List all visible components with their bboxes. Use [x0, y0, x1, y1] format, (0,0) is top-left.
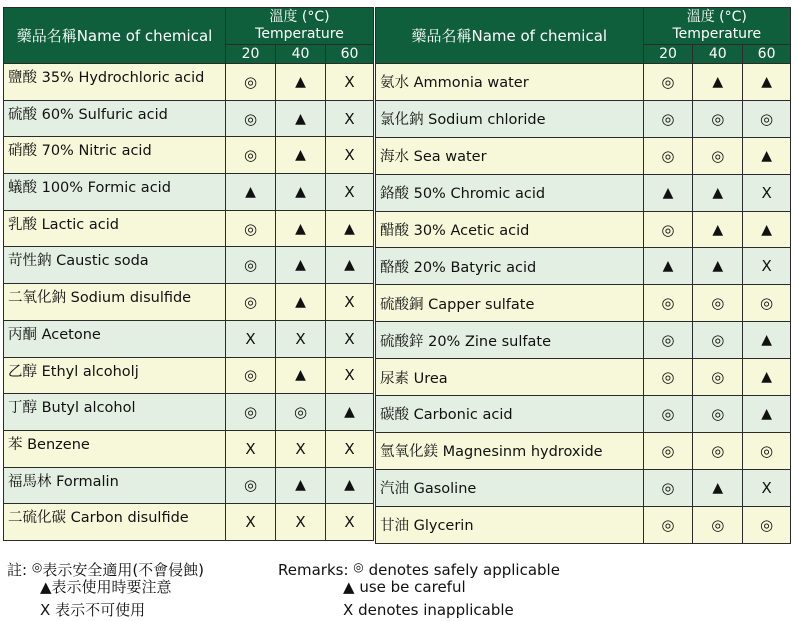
- remark-zh-inapplicable-text: 表示不可使用: [55, 601, 146, 619]
- table-row: [376, 64, 791, 101]
- rating-safe-60c: ◎: [743, 285, 791, 322]
- table-row: [376, 432, 791, 469]
- rating-inapplicable-40c: X: [276, 504, 326, 541]
- rating-safe-20c: ◎: [643, 137, 693, 174]
- remark-en-prefix: Remarks:: [278, 561, 349, 579]
- table-row: [4, 394, 374, 431]
- cross-icon: X: [40, 601, 51, 619]
- table-row: [376, 469, 791, 506]
- table-row: [4, 504, 374, 541]
- header-temp-20: 20: [226, 45, 276, 64]
- table-row: [376, 100, 791, 137]
- header-temp-40: 40: [693, 45, 743, 64]
- chemical-name: 乳酸 Lactic acid: [4, 210, 226, 247]
- rating-inapplicable-60c: X: [326, 284, 374, 321]
- chemical-name: 蟻酸 100% Formic acid: [4, 174, 226, 211]
- table-row: [376, 137, 791, 174]
- rating-inapplicable-60c: X: [326, 504, 374, 541]
- cross-icon: X: [343, 601, 354, 619]
- table-row: [4, 467, 374, 504]
- chemical-table-right: [375, 7, 791, 544]
- chemical-name: 二硫化碳 Carbon disulfide: [4, 504, 226, 541]
- rating-inapplicable-60c: X: [326, 320, 374, 357]
- rating-safe-20c: ◎: [643, 64, 693, 101]
- table-row: [4, 430, 374, 467]
- chemical-name: 乙醇 Ethyl alcoholj: [4, 357, 226, 394]
- rating-safe-20c: ◎: [643, 506, 693, 543]
- triangle-icon: ▲: [40, 578, 52, 596]
- rating-careful-60c: ▲: [326, 467, 374, 504]
- table-row: [376, 285, 791, 322]
- table-row: [376, 396, 791, 433]
- remark-en-inapplicable: [343, 600, 514, 620]
- rating-inapplicable-60c: X: [743, 174, 791, 211]
- rating-careful-60c: ▲: [743, 322, 791, 359]
- rating-safe-60c: ◎: [743, 432, 791, 469]
- rating-careful-60c: ▲: [743, 64, 791, 101]
- rating-careful-40c: ▲: [276, 100, 326, 137]
- rating-safe-20c: ◎: [226, 100, 276, 137]
- chemical-name: 丙酮 Acetone: [4, 320, 226, 357]
- table-row: [376, 174, 791, 211]
- header-chemical-name: 藥品名稱Name of chemical: [4, 8, 226, 64]
- rating-safe-20c: ◎: [643, 211, 693, 248]
- rating-safe-20c: ◎: [643, 396, 693, 433]
- rating-safe-20c: ◎: [643, 359, 693, 396]
- rating-careful-40c: ▲: [693, 469, 743, 506]
- rating-safe-40c: ◎: [276, 394, 326, 431]
- remark-zh-prefix: 註:: [7, 561, 28, 579]
- header-temp-60: 60: [326, 45, 374, 64]
- rating-careful-40c: ▲: [276, 467, 326, 504]
- rating-safe-40c: ◎: [693, 506, 743, 543]
- rating-careful-40c: ▲: [276, 64, 326, 101]
- table-row: [4, 357, 374, 394]
- header-temp-60: 60: [743, 45, 791, 64]
- remark-zh-careful: [40, 577, 172, 597]
- chemical-name: 硫酸鋅 20% Zine sulfate: [376, 322, 644, 359]
- table-row: [376, 322, 791, 359]
- table-row: [4, 174, 374, 211]
- table-row: [376, 506, 791, 543]
- rating-inapplicable-60c: X: [326, 137, 374, 174]
- chemical-name: 二氧化鈉 Sodium disulfide: [4, 284, 226, 321]
- rating-careful-40c: ▲: [693, 64, 743, 101]
- rating-safe-20c: ◎: [226, 137, 276, 174]
- rating-careful-40c: ▲: [276, 137, 326, 174]
- remark-zh-safe-text: 表示安全適用(不會侵蝕): [42, 561, 205, 579]
- header-chemical-name: 藥品名稱Name of chemical: [376, 8, 644, 64]
- remark-en-inapplicable-text: denotes inapplicable: [358, 601, 514, 619]
- chemical-table-left: [3, 7, 374, 541]
- remark-zh-careful-text: 表示使用時要注意: [51, 578, 172, 596]
- rating-careful-60c: ▲: [326, 247, 374, 284]
- rating-inapplicable-40c: X: [276, 430, 326, 467]
- rating-safe-20c: ◎: [643, 285, 693, 322]
- rating-careful-40c: ▲: [693, 174, 743, 211]
- table-row: [4, 284, 374, 321]
- rating-inapplicable-20c: X: [226, 504, 276, 541]
- rating-safe-20c: ◎: [643, 469, 693, 506]
- triangle-icon: ▲: [343, 578, 355, 596]
- rating-safe-20c: ◎: [226, 64, 276, 101]
- double-circle-icon: ◎: [353, 560, 364, 574]
- rating-safe-40c: ◎: [693, 432, 743, 469]
- rating-inapplicable-60c: X: [743, 248, 791, 285]
- rating-safe-20c: ◎: [226, 247, 276, 284]
- rating-inapplicable-60c: X: [326, 64, 374, 101]
- rating-careful-60c: ▲: [326, 210, 374, 247]
- rating-careful-60c: ▲: [743, 359, 791, 396]
- header-temperature: [643, 8, 790, 45]
- rating-safe-20c: ◎: [643, 322, 693, 359]
- table-row: [4, 210, 374, 247]
- table-row: [376, 211, 791, 248]
- rating-inapplicable-60c: X: [326, 174, 374, 211]
- chemical-name: 甘油 Glycerin: [376, 506, 644, 543]
- table-row: [4, 137, 374, 174]
- table-row: [4, 100, 374, 137]
- chemical-name: 苯 Benzene: [4, 430, 226, 467]
- chemical-name: 汽油 Gasoline: [376, 469, 644, 506]
- double-circle-icon: ◎: [31, 560, 43, 574]
- chemical-name: 氯化鈉 Sodium chloride: [376, 100, 644, 137]
- rating-inapplicable-60c: X: [743, 469, 791, 506]
- rating-safe-60c: ◎: [743, 100, 791, 137]
- rating-careful-60c: ▲: [326, 394, 374, 431]
- rating-careful-20c: ▲: [226, 174, 276, 211]
- header-temperature-en: Temperature: [255, 26, 344, 42]
- chemical-name: 鹽酸 35% Hydrochloric acid: [4, 64, 226, 101]
- header-temperature-zh: 溫度 (°C): [269, 9, 330, 25]
- rating-careful-40c: ▲: [276, 210, 326, 247]
- chemical-name: 尿素 Urea: [376, 359, 644, 396]
- table-row: [4, 247, 374, 284]
- rating-safe-20c: ◎: [226, 357, 276, 394]
- rating-safe-40c: ◎: [693, 285, 743, 322]
- rating-safe-20c: ◎: [643, 432, 693, 469]
- rating-safe-40c: ◎: [693, 137, 743, 174]
- rating-inapplicable-60c: X: [326, 430, 374, 467]
- rating-inapplicable-20c: X: [226, 320, 276, 357]
- chemical-name: 酪酸 20% Batyric acid: [376, 248, 644, 285]
- remark-en-safe-text: denotes safely applicable: [368, 561, 560, 579]
- rating-safe-20c: ◎: [226, 284, 276, 321]
- chemical-name: 苛性鈉 Caustic soda: [4, 247, 226, 284]
- table-row: [4, 320, 374, 357]
- chemical-name: 醋酸 30% Acetic acid: [376, 211, 644, 248]
- rating-inapplicable-60c: X: [326, 357, 374, 394]
- chemical-name: 硝酸 70% Nitric acid: [4, 137, 226, 174]
- chemical-rows-left: [4, 64, 374, 541]
- header-temp-40: 40: [276, 45, 326, 64]
- rating-safe-40c: ◎: [693, 322, 743, 359]
- rating-careful-20c: ▲: [643, 174, 693, 211]
- header-temperature: [226, 8, 374, 45]
- table-row: [4, 64, 374, 101]
- rating-careful-40c: ▲: [276, 357, 326, 394]
- table-row: [376, 248, 791, 285]
- chemical-name: 鉻酸 50% Chromic acid: [376, 174, 644, 211]
- rating-careful-60c: ▲: [743, 396, 791, 433]
- header-temp-20: 20: [643, 45, 693, 64]
- chemical-name: 丁醇 Butyl alcohol: [4, 394, 226, 431]
- rating-careful-40c: ▲: [276, 174, 326, 211]
- rating-safe-60c: ◎: [743, 506, 791, 543]
- header-temperature-zh: 溫度 (°C): [686, 9, 747, 25]
- chemical-name: 硫酸銅 Capper sulfate: [376, 285, 644, 322]
- rating-careful-20c: ▲: [643, 248, 693, 285]
- rating-careful-40c: ▲: [693, 248, 743, 285]
- chemical-rows-right: [376, 64, 791, 544]
- rating-safe-20c: ◎: [226, 394, 276, 431]
- chemical-name: 碳酸 Carbonic acid: [376, 396, 644, 433]
- table-row: [376, 359, 791, 396]
- rating-safe-40c: ◎: [693, 359, 743, 396]
- chemical-name: 福馬林 Formalin: [4, 467, 226, 504]
- rating-inapplicable-40c: X: [276, 320, 326, 357]
- remark-en-careful: [343, 577, 466, 597]
- chemical-name: 氨水 Ammonia water: [376, 64, 644, 101]
- rating-careful-40c: ▲: [276, 247, 326, 284]
- rating-careful-40c: ▲: [693, 211, 743, 248]
- rating-safe-20c: ◎: [226, 467, 276, 504]
- rating-safe-20c: ◎: [226, 210, 276, 247]
- rating-safe-40c: ◎: [693, 100, 743, 137]
- chemical-name: 氫氧化鎂 Magnesinm hydroxide: [376, 432, 644, 469]
- rating-safe-20c: ◎: [643, 100, 693, 137]
- rating-careful-60c: ▲: [743, 211, 791, 248]
- chemical-name: 海水 Sea water: [376, 137, 644, 174]
- rating-inapplicable-20c: X: [226, 430, 276, 467]
- rating-careful-60c: ▲: [743, 137, 791, 174]
- remark-zh-inapplicable: [40, 600, 145, 620]
- header-temperature-en: Temperature: [672, 26, 762, 42]
- rating-inapplicable-60c: X: [326, 100, 374, 137]
- remark-en-careful-text: use be careful: [359, 578, 466, 596]
- rating-safe-40c: ◎: [693, 396, 743, 433]
- chemical-name: 硫酸 60% Sulfuric acid: [4, 100, 226, 137]
- rating-careful-40c: ▲: [276, 284, 326, 321]
